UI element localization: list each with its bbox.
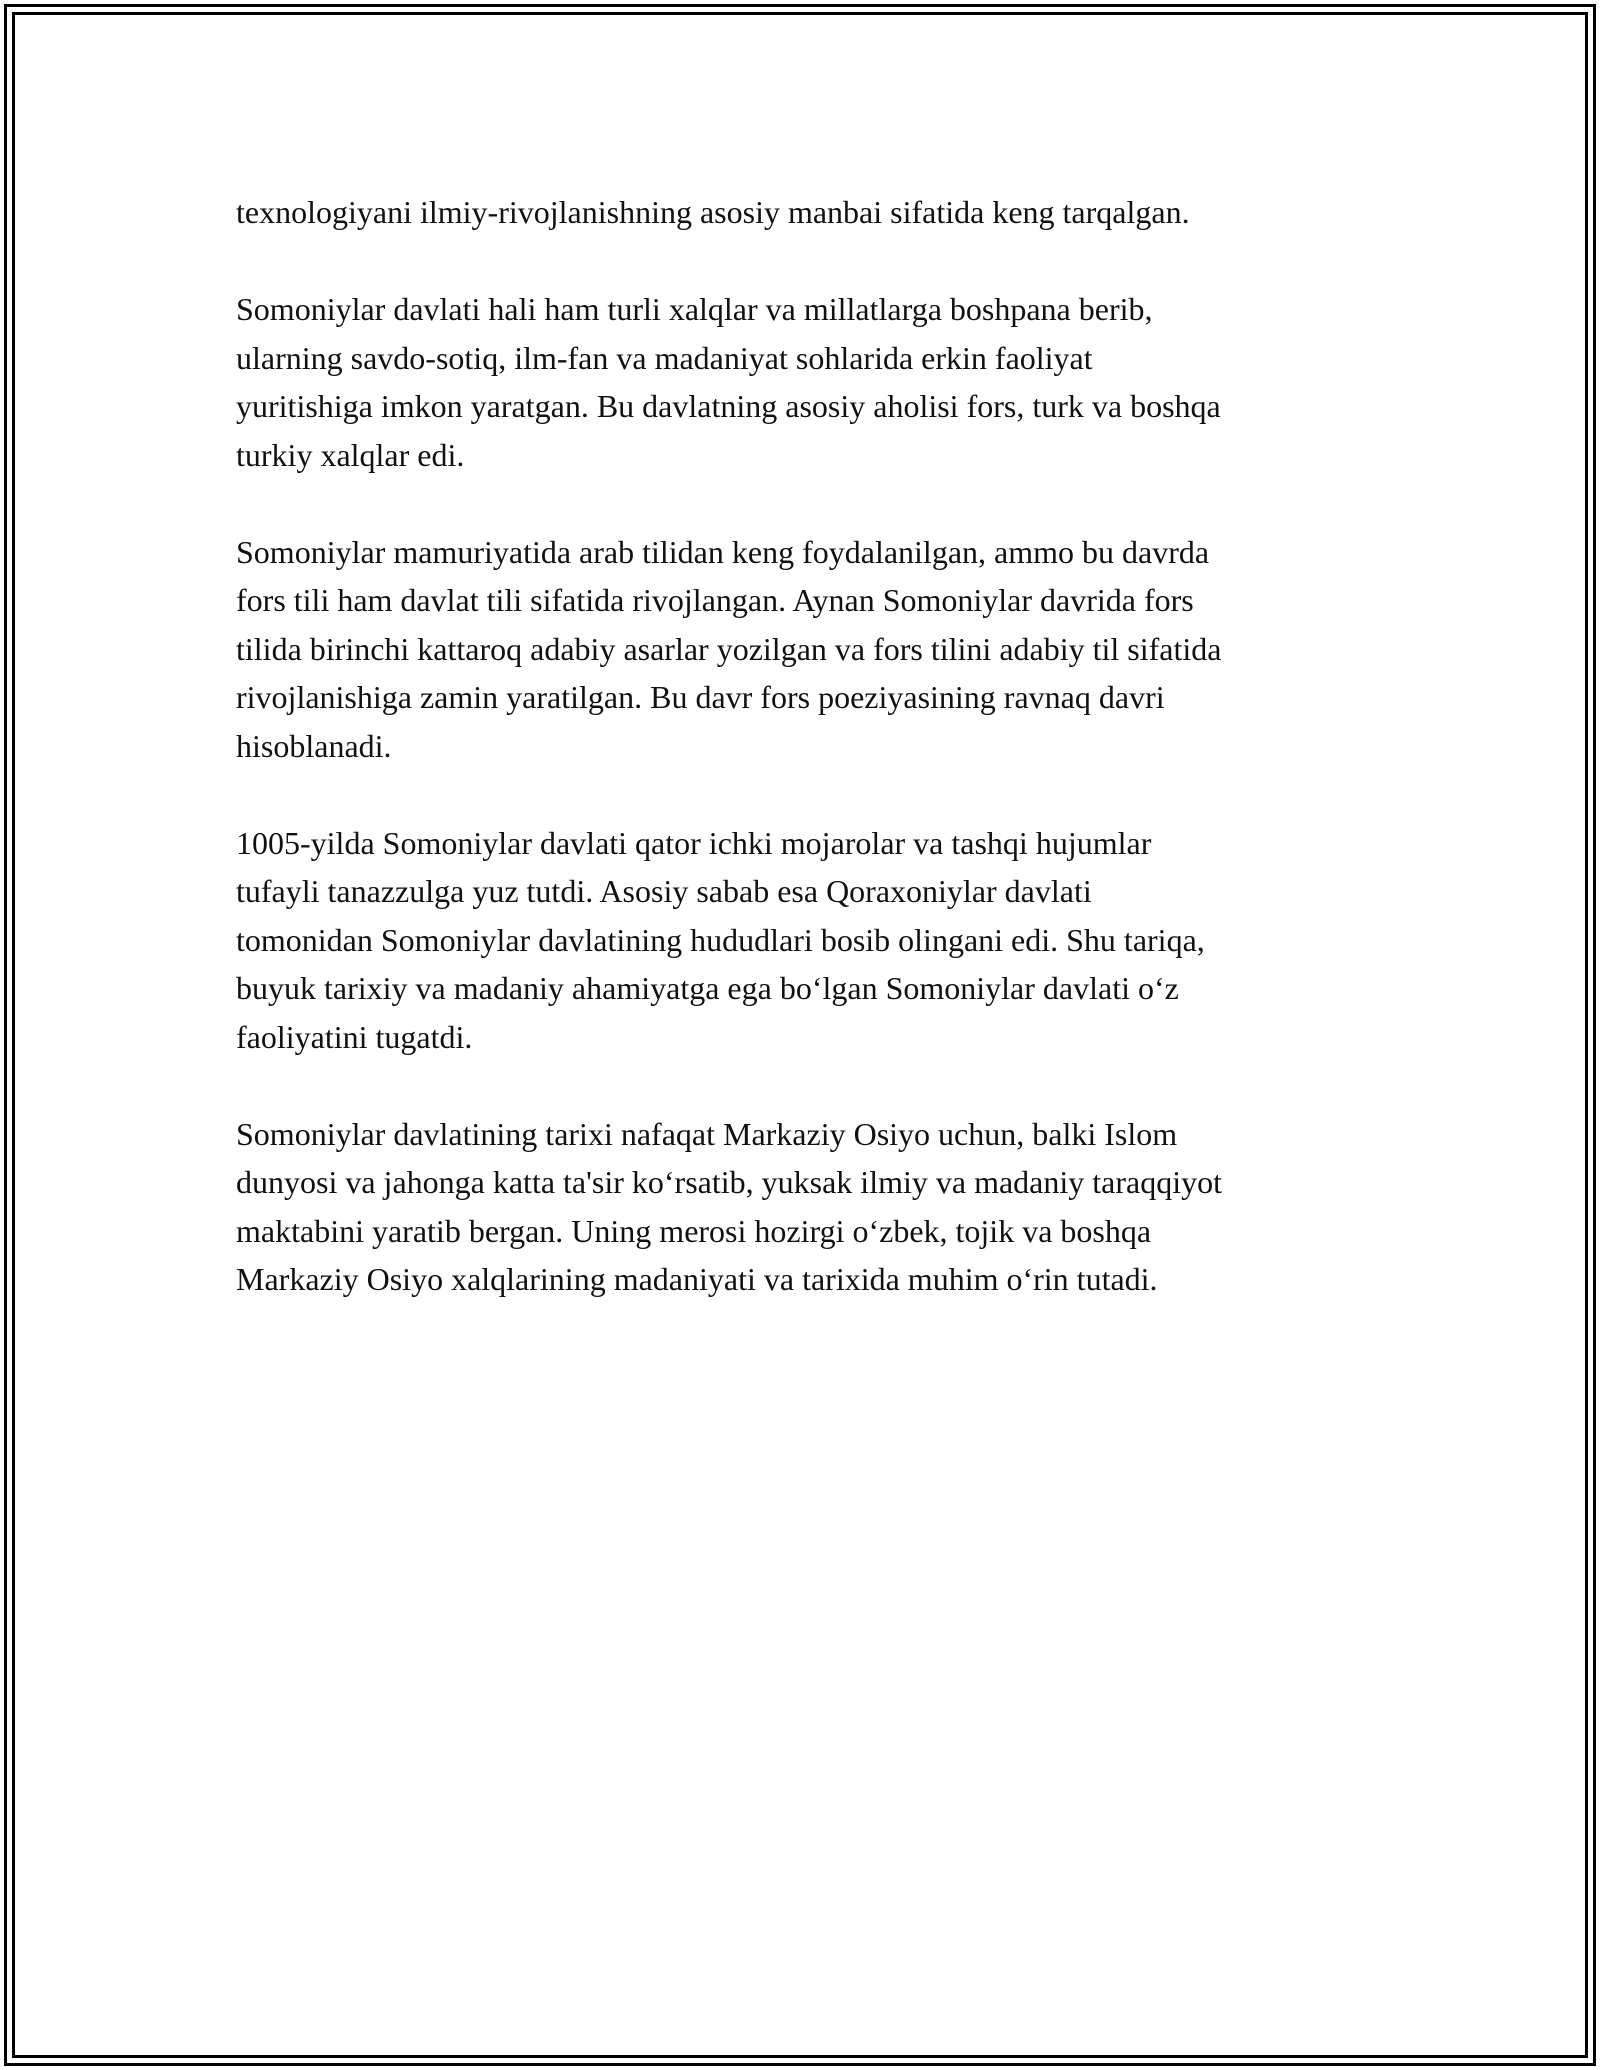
paragraph-5: Somoniylar davlatining tarixi nafaqat Markaziy Osiyo uchun, balki Islom dunyosi va jahonga katta ta'sir ko‘rsatib, yuksak ilmiy va madaniy taraqqiyot maktabini yaratib bergan. Uning merosi hozirgi o‘zbek, tojik va boshqa Markaziy Osiyo xalqlarining madaniyati va tarixida muhim o‘rin tutadi. <box>236 1115 1222 1297</box>
paragraph-3: Somoniylar mamuriyatida arab tilidan keng foydalanilgan, ammo bu davrda fors tili ham davlat tili sifatida rivojlangan. Aynan Somoniylar davrida fors tilida birinchi kattaroq adabiy asarlar yozilgan va fors tilini adabiy til sifatida rivojlanishiga zamin yaratilgan. Bu davr fors poeziyasining ravnaq davri hisoblanadi. <box>236 533 1222 764</box>
paragraph-1: texnologiyani ilmiy-rivojlanishning asosiy manbai sifatida keng tarqalgan. <box>236 194 1190 230</box>
paragraph-4: 1005-yilda Somoniylar davlati qator ichki mojarolar va tashqi hujumlar tufayli tanazzulga yuz tutdi. Asosiy sabab esa Qoraxoniylar davlati tomonidan Somoniylar davlatining hududlari bosib olingani edi. Shu tariqa, buyuk tarixiy va madaniy ahamiyatga ega bo‘lgan Somoniylar davlati o‘z faoliyatini tugatdi. <box>236 824 1205 1055</box>
paragraph-2: Somoniylar davlati hali ham turli xalqlar va millatlarga boshpana berib, ularning savdo-sotiq, ilm-fan va madaniyat sohlarida erkin faoliyat yuritishiga imkon yaratgan. Bu davlatning asosiy aholisi fors, turk va boshqa turkiy xalqlar edi. <box>236 291 1221 473</box>
document-body <box>236 188 1396 1352</box>
